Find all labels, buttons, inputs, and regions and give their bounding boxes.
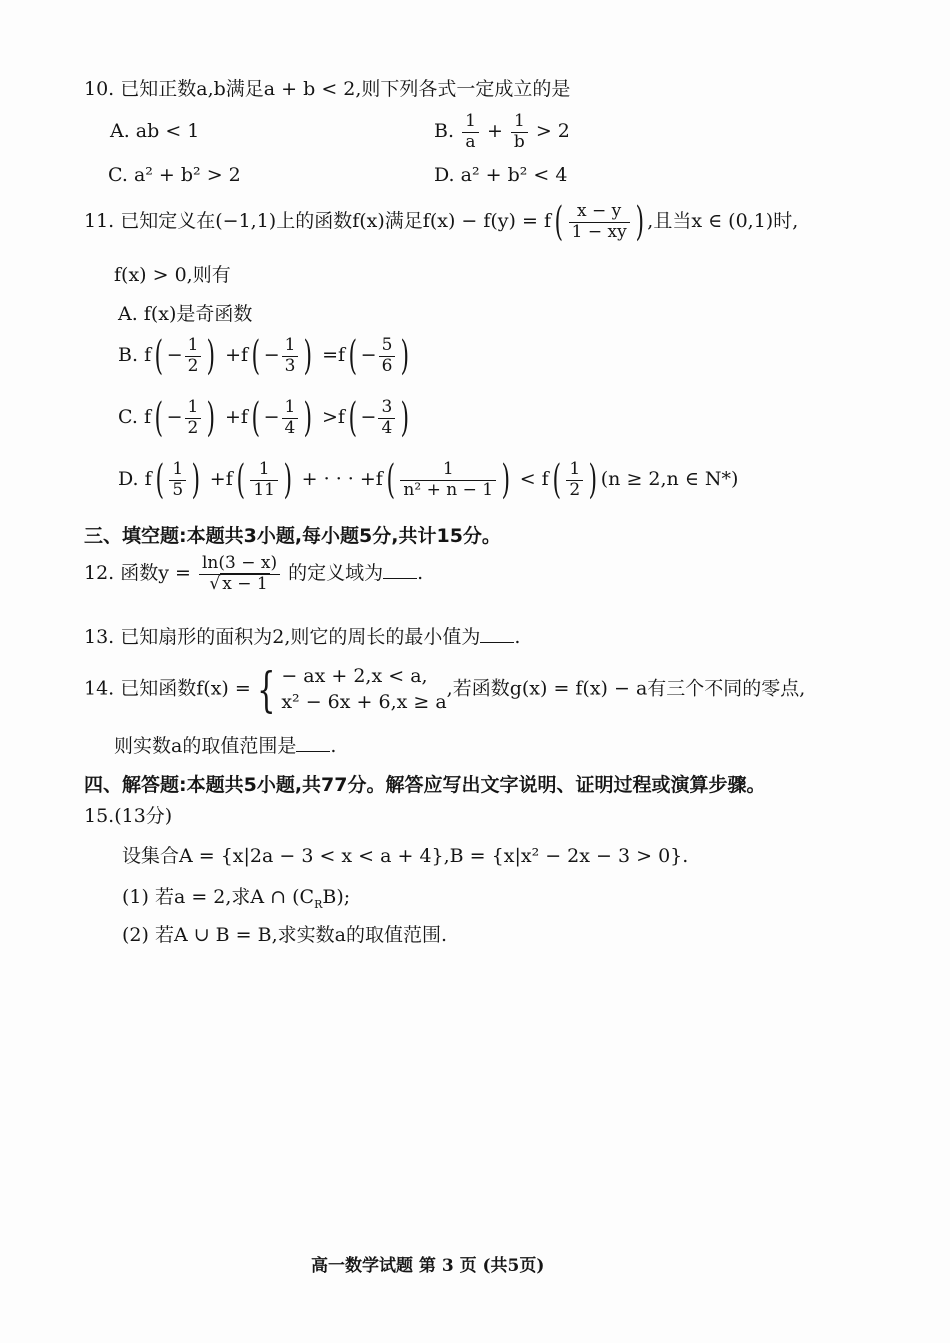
numerator: 1 <box>462 112 479 133</box>
q13 <box>84 628 520 647</box>
sqrt-sign: √ <box>209 573 221 594</box>
denominator: 2 <box>569 479 581 500</box>
piecewise-cases <box>281 664 446 715</box>
q11-stem <box>84 199 799 246</box>
paren-close-icon: ) <box>501 457 511 504</box>
option-label: D. <box>118 468 139 491</box>
fraction <box>169 460 186 500</box>
q10-stem: 10. 已知正数a,b满足a + b < 2,则下列各式一定成立的是 <box>84 78 571 100</box>
q10-option-a: A. ab < 1 <box>110 120 200 142</box>
numerator: 5 <box>379 336 396 357</box>
func: f <box>144 468 152 491</box>
page-footer: 高一数学试题 第 3 页 (共5页) <box>311 1256 545 1276</box>
condition: (n ≥ 2,n ∈ N*) <box>600 468 739 491</box>
paren-close-icon: ) <box>588 457 598 504</box>
period: . <box>417 562 424 585</box>
numerator: 1 <box>282 336 299 357</box>
denominator: 2 <box>187 417 199 438</box>
fraction <box>400 460 496 500</box>
denominator: 6 <box>381 355 393 376</box>
denominator: n² + n − 1 <box>403 479 494 500</box>
fraction <box>566 460 583 500</box>
denominator: b <box>513 131 525 152</box>
numerator: 1 <box>400 460 496 481</box>
fraction <box>185 398 202 438</box>
q11-option-c <box>118 395 413 442</box>
brace-icon: { <box>256 661 276 718</box>
numerator: 1 <box>511 112 528 133</box>
paren-open-icon: ( <box>348 395 358 442</box>
answer-blank <box>383 578 417 579</box>
case-1: − ax + 2,x < a, <box>281 665 428 687</box>
denominator: 1 − xy <box>571 221 627 242</box>
minus: − <box>360 344 377 367</box>
stem-text: 13. 已知扇形的面积为2,则它的周长的最小值为 <box>84 626 481 648</box>
paren-open-icon: ( <box>154 333 164 380</box>
q15-part2: (2) 若A ∪ B = B,求实数a的取值范围. <box>122 924 448 946</box>
fraction <box>282 336 299 376</box>
paren-open-icon: ( <box>348 333 358 380</box>
minus: − <box>263 344 280 367</box>
section-3-heading: 三、填空题:本题共3小题,每小题5分,共计15分。 <box>84 525 501 547</box>
part-text: (1) 若a = 2,求A ∩ (C <box>122 886 315 908</box>
q14-line2 <box>114 737 336 756</box>
denominator: 4 <box>381 417 393 438</box>
fraction <box>378 398 395 438</box>
func: f <box>144 344 152 367</box>
q15-sets: 设集合A = {x|2a − 3 < x < a + 4},B = {x|x² − 2x − 3 > 0}. <box>122 845 689 867</box>
minus: − <box>360 406 377 429</box>
fraction <box>462 112 479 152</box>
case-2: x² − 6x + 6,x ≥ a <box>281 690 447 713</box>
minus: − <box>263 406 280 429</box>
func: >f <box>321 406 345 429</box>
paren-close-icon: ) <box>303 395 313 442</box>
func: +f <box>225 406 248 429</box>
fraction <box>199 554 280 594</box>
subscript: R <box>314 897 323 911</box>
numerator: 1 <box>169 460 186 481</box>
paren-open-icon: ( <box>386 457 395 504</box>
part-text: B); <box>322 886 351 908</box>
q15-part1 <box>122 888 350 910</box>
period: . <box>330 735 337 757</box>
radicand: x − 1 <box>222 573 268 594</box>
fraction <box>569 202 630 242</box>
q14 <box>84 661 806 718</box>
numerator: 1 <box>566 460 583 481</box>
stem-text: ,若函数g(x) = f(x) − a有三个不同的零点, <box>446 677 806 700</box>
fraction <box>250 460 278 500</box>
paren-open-icon: ( <box>554 199 564 246</box>
stem-text: 12. 函数y = <box>84 562 191 585</box>
stem-text: ,且当x ∈ (0,1)时, <box>647 210 799 233</box>
period: . <box>514 626 521 648</box>
paren-close-icon: ) <box>400 333 410 380</box>
stem-text: 的定义域为 <box>288 562 384 585</box>
func: f <box>143 406 151 429</box>
q10-option-c: C. a² + b² > 2 <box>108 164 241 186</box>
relation: > 2 <box>535 120 570 143</box>
func: =f <box>322 344 346 367</box>
stem-text: 14. 已知函数f(x) = <box>84 677 251 700</box>
paren-open-icon: ( <box>155 457 164 504</box>
q11-option-b <box>118 333 413 380</box>
denominator: 5 <box>172 479 184 500</box>
option-label: B. <box>118 344 139 367</box>
numerator: 1 <box>185 398 202 419</box>
answer-blank <box>480 642 514 643</box>
paren-close-icon: ) <box>206 333 216 380</box>
paren-close-icon: ) <box>283 457 293 504</box>
q10-option-d: D. a² + b² < 4 <box>434 164 568 186</box>
paren-close-icon: ) <box>206 395 216 442</box>
q11-option-d <box>118 457 739 504</box>
paren-open-icon: ( <box>552 457 561 504</box>
paren-close-icon: ) <box>303 333 313 380</box>
q15-head: 15.(13分) <box>84 805 173 827</box>
q12 <box>84 554 423 594</box>
paren-open-icon: ( <box>251 395 261 442</box>
option-label: B. <box>434 120 455 143</box>
func: + · · · +f <box>301 468 383 491</box>
fraction <box>379 336 396 376</box>
numerator: 1 <box>250 460 278 481</box>
fraction <box>282 398 299 438</box>
paren-open-icon: ( <box>154 395 164 442</box>
denominator: 4 <box>284 417 296 438</box>
paren-open-icon: ( <box>251 333 261 380</box>
func: < f <box>519 468 549 491</box>
fraction <box>185 336 202 376</box>
q11-option-a: A. f(x)是奇函数 <box>118 303 253 325</box>
stem-text: 11. 已知定义在(−1,1)上的函数f(x)满足f(x) − f(y) = f <box>84 210 551 233</box>
stem-text: 则实数a的取值范围是 <box>114 735 297 757</box>
q10-option-b <box>434 112 570 152</box>
option-label: C. <box>118 406 138 429</box>
section-4-heading: 四、解答题:本题共5小题,共77分。解答应写出文字说明、证明过程或演算步骤。 <box>84 774 766 796</box>
paren-close-icon: ) <box>635 199 644 246</box>
denominator: a <box>465 131 476 152</box>
numerator: ln(3 − x) <box>199 554 280 575</box>
minus: − <box>166 406 183 429</box>
func: +f <box>225 344 249 367</box>
minus: − <box>166 344 183 367</box>
numerator: 1 <box>185 336 202 357</box>
denominator: 11 <box>253 479 275 500</box>
paren-close-icon: ) <box>400 395 410 442</box>
numerator: x − y <box>569 202 630 223</box>
denominator <box>199 575 280 595</box>
plus-sign: + <box>486 120 503 143</box>
fraction <box>511 112 528 152</box>
denominator: 2 <box>187 355 199 376</box>
paren-open-icon: ( <box>236 457 245 504</box>
q11-stem-line2: f(x) > 0,则有 <box>114 264 231 286</box>
numerator: 3 <box>378 398 395 419</box>
paren-close-icon: ) <box>191 457 201 504</box>
answer-blank <box>296 751 330 752</box>
denominator: 3 <box>284 355 296 376</box>
func: +f <box>209 468 233 491</box>
numerator: 1 <box>282 398 299 419</box>
